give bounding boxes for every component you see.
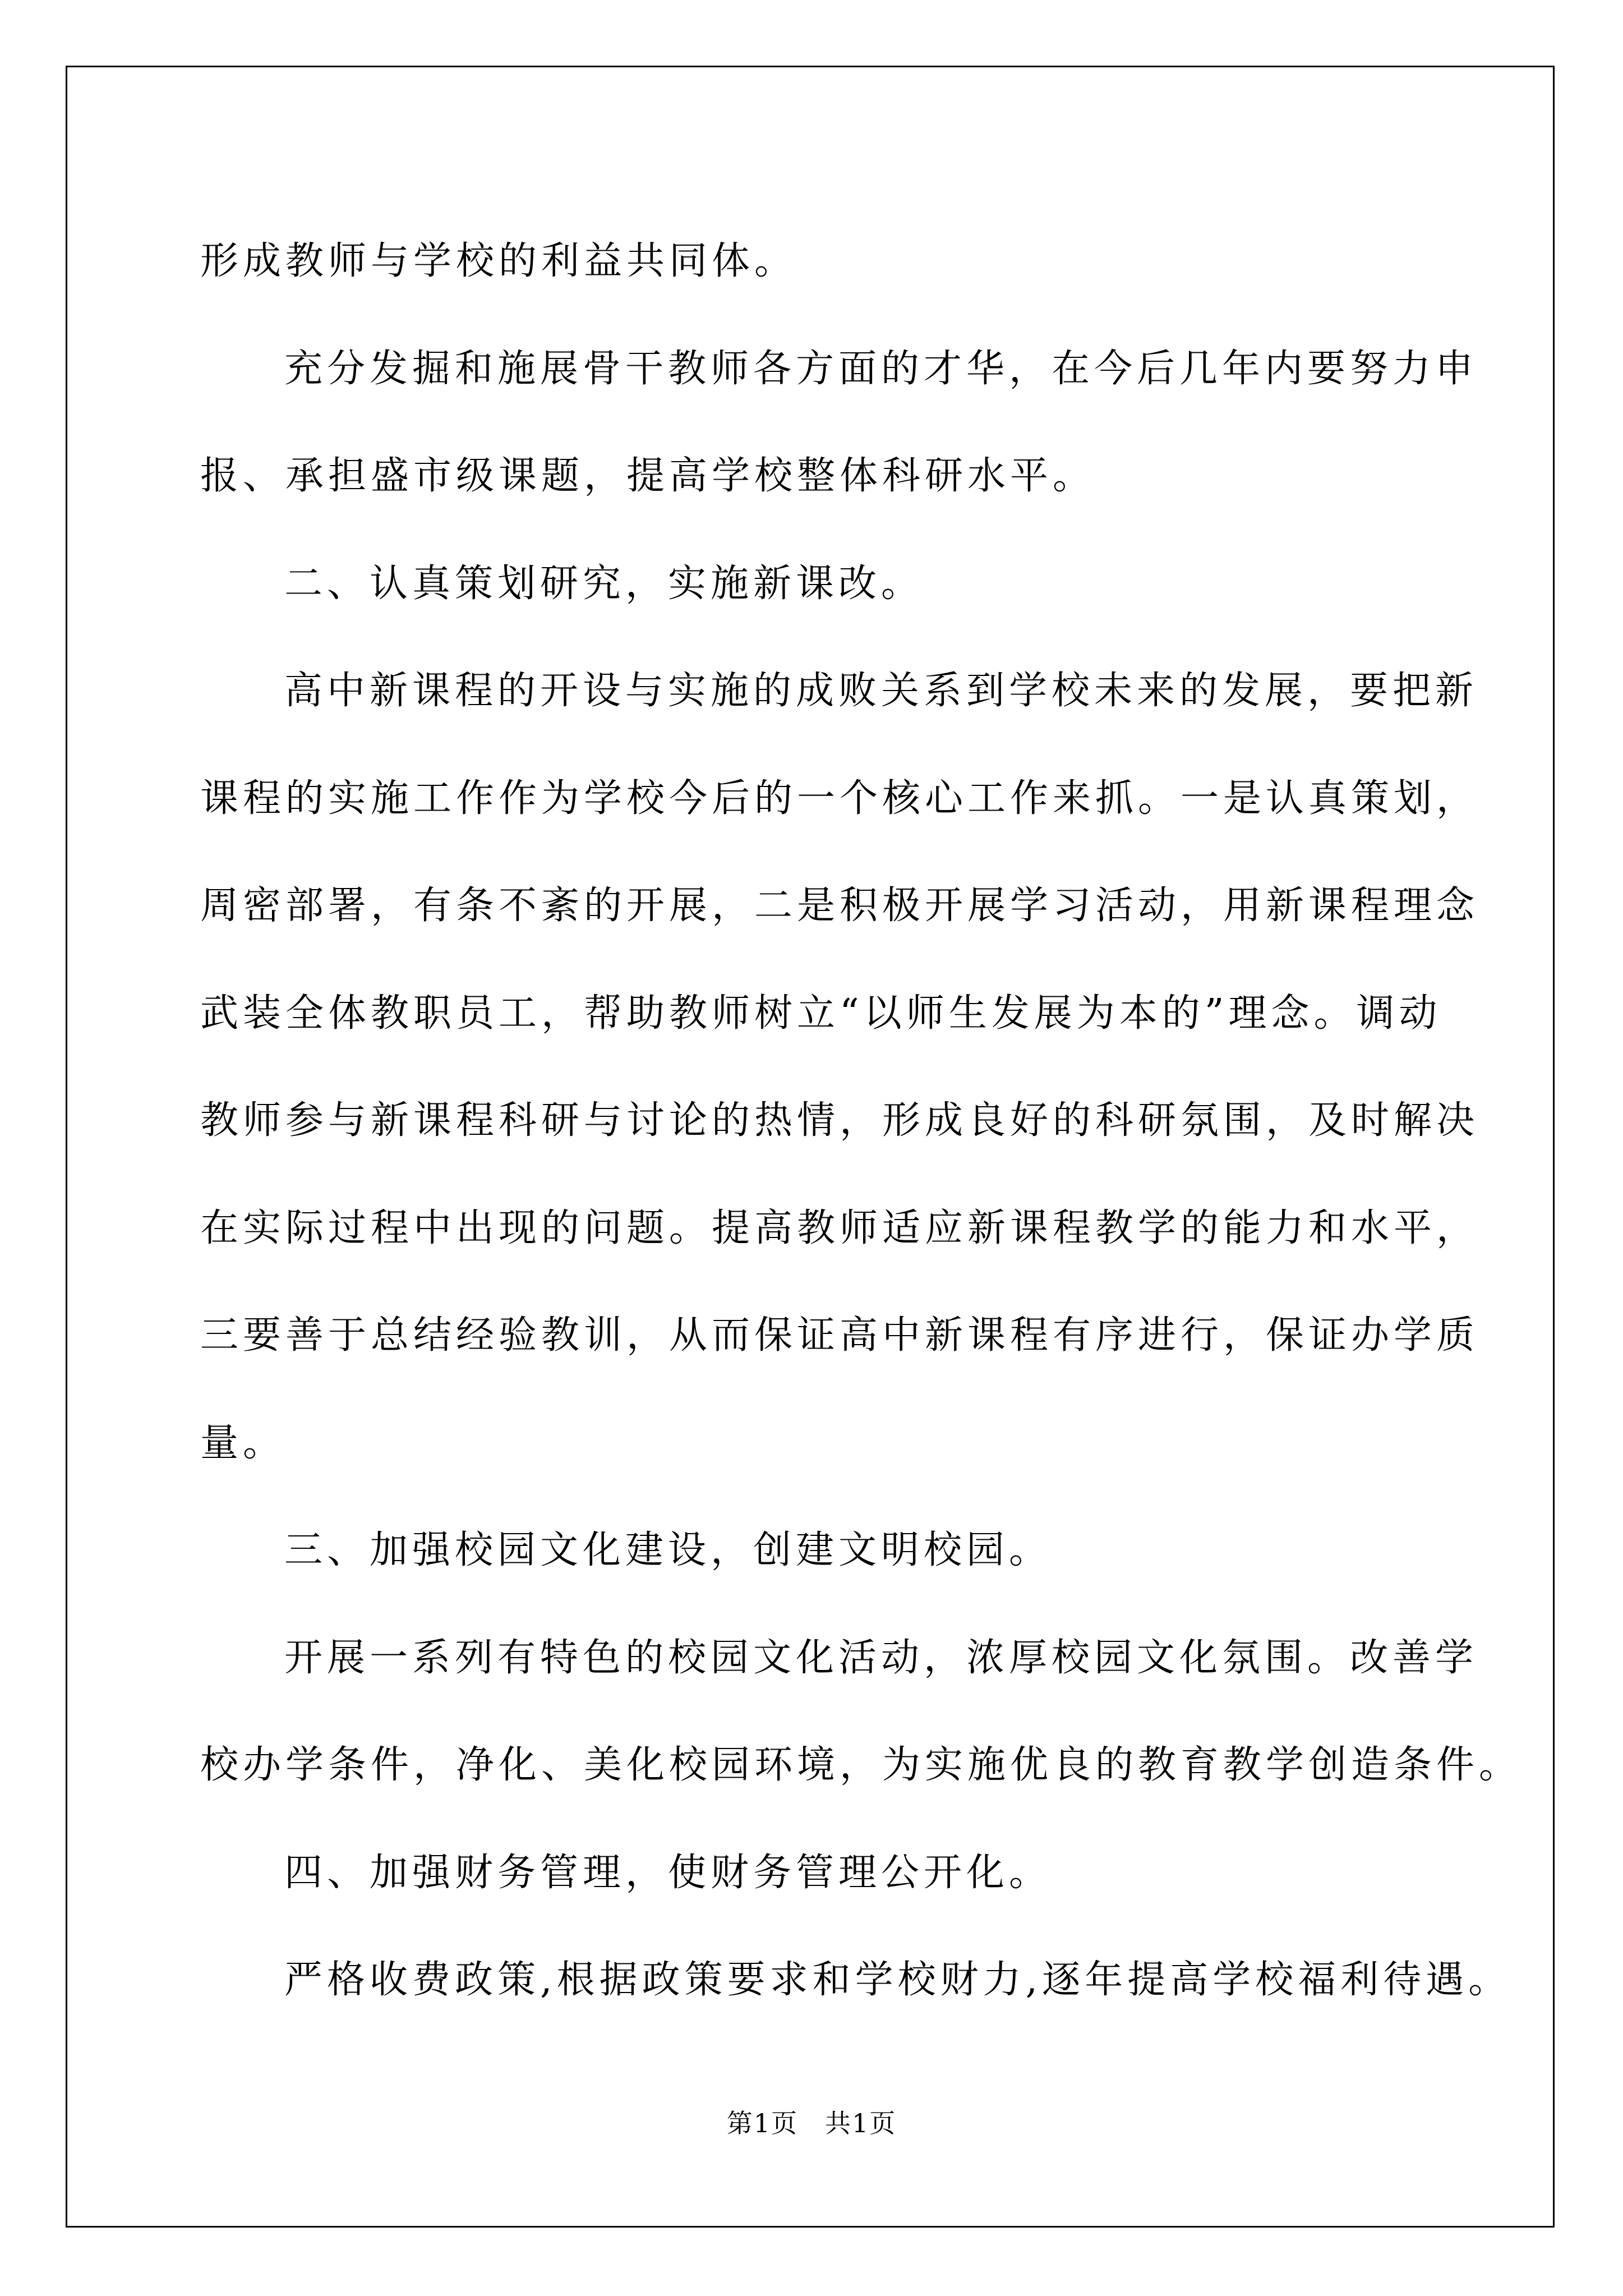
text-line-17: 严格收费政策,根据政策要求和学校财力,逐年提高学校福利待遇。 [284, 1958, 1511, 2002]
text-line-8: 武装全体教职员工，帮助教师树立“以师生发展为本的”理念。调动 [200, 991, 1442, 1036]
text-line-7: 周密部署，有条不紊的开展，二是积极开展学习活动，用新课程理念 [200, 884, 1479, 928]
text-line-3: 报、承担盛市级课题，提高学校整体科研水平。 [200, 454, 1096, 498]
section-heading-2: 二、认真策划研究，实施新课改。 [284, 561, 924, 606]
text-line-15: 校办学条件，净化、美化校园环境，为实施优良的教育教学创造条件。 [200, 1743, 1522, 1787]
section-heading-4: 四、加强财务管理，使财务管理公开化。 [284, 1850, 1052, 1895]
text-line-6: 课程的实施工作作为学校今后的一个核心工作来抓。一是认真策划， [200, 776, 1479, 821]
text-line-1: 形成教师与学校的利益共同体。 [200, 239, 797, 283]
section-heading-3: 三、加强校园文化建设，创建文明校园。 [284, 1528, 1052, 1572]
page-number-footer: 第1页 共1页 [726, 2108, 897, 2138]
text-line-10: 在实际过程中出现的问题。提高教师适应新课程教学的能力和水平， [200, 1205, 1479, 1250]
text-line-5: 高中新课程的开设与实施的成败关系到学校未来的发展，要把新 [284, 669, 1478, 713]
text-line-2: 充分发掘和施展骨干教师各方面的才华，在今后几年内要努力申 [284, 346, 1478, 391]
text-line-12: 量。 [200, 1420, 286, 1465]
text-line-11: 三要善于总结经验教训，从而保证高中新课程有序进行，保证办学质 [200, 1313, 1479, 1358]
text-line-14: 开展一系列有特色的校园文化活动，浓厚校园文化氛围。改善学 [284, 1635, 1478, 1680]
text-line-9: 教师参与新课程科研与讨论的热情，形成良好的科研氛围，及时解决 [200, 1098, 1479, 1143]
document-body [200, 208, 1522, 2034]
